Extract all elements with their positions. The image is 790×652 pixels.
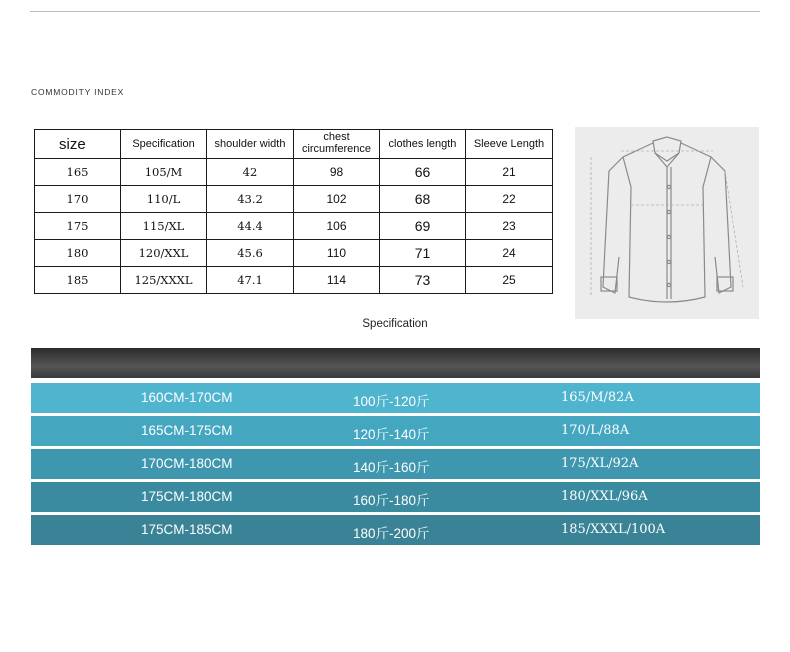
cell-specification: 110/L (121, 186, 207, 213)
cell-sleeve-length: 21 (466, 159, 553, 186)
table-row (35, 186, 553, 213)
cell-shoulder-width: 45.6 (207, 240, 294, 267)
spec-weight: 160斤-180斤 (353, 493, 430, 508)
cell-chest: 98 (294, 159, 380, 186)
spec-size: 185/XXXL/100A (561, 522, 666, 537)
spec-row (31, 416, 760, 446)
cell-sleeve-length: 24 (466, 240, 553, 267)
header-sleeve-length: Sleeve Length (466, 130, 553, 159)
spec-height: 175CM-180CM (141, 489, 233, 504)
cell-size: 165 (35, 159, 121, 186)
shirt-outline-icon (575, 127, 759, 319)
spec-size: 175/XL/92A (561, 456, 639, 471)
spec-row (31, 449, 760, 479)
section-label: COMMODITY INDEX (31, 87, 125, 97)
spec-height: 175CM-185CM (141, 522, 233, 537)
cell-sleeve-length: 23 (466, 213, 553, 240)
table-row (35, 159, 553, 186)
size-table (34, 129, 553, 294)
spec-weight: 100斤-120斤 (353, 394, 430, 409)
cell-shoulder-width: 43.2 (207, 186, 294, 213)
cell-shoulder-width: 42 (207, 159, 294, 186)
cell-size: 180 (35, 240, 121, 267)
cell-chest: 110 (294, 240, 380, 267)
spec-row (31, 482, 760, 512)
cell-specification: 120/XXL (121, 240, 207, 267)
spec-header-bar (31, 348, 760, 378)
spec-size: 180/XXL/96A (561, 489, 648, 504)
cell-specification: 105/M (121, 159, 207, 186)
spec-size: 170/L/88A (561, 423, 630, 438)
table-row (35, 240, 553, 267)
cell-specification: 125/XXXL (121, 267, 207, 294)
cell-size: 170 (35, 186, 121, 213)
cell-shoulder-width: 44.4 (207, 213, 294, 240)
top-divider (30, 11, 760, 12)
cell-chest: 106 (294, 213, 380, 240)
cell-clothes-length: 71 (380, 240, 466, 267)
cell-sleeve-length: 25 (466, 267, 553, 294)
table-row (35, 213, 553, 240)
spec-height: 165CM-175CM (141, 423, 233, 438)
spec-row (31, 515, 760, 545)
spec-caption: Specification (362, 318, 428, 330)
spec-height: 160CM-170CM (141, 390, 233, 405)
cell-size: 185 (35, 267, 121, 294)
header-size: size (35, 130, 121, 159)
header-shoulder-width: shoulder width (207, 130, 294, 159)
spec-height: 170CM-180CM (141, 456, 233, 471)
cell-clothes-length: 66 (380, 159, 466, 186)
size-table-header (35, 130, 553, 159)
spec-weight: 120斤-140斤 (353, 427, 430, 442)
cell-specification: 115/XL (121, 213, 207, 240)
cell-chest: 114 (294, 267, 380, 294)
table-row (35, 267, 553, 294)
header-specification: Specification (121, 130, 207, 159)
header-clothes-length: clothes length (380, 130, 466, 159)
spec-weight: 180斤-200斤 (353, 526, 430, 541)
cell-clothes-length: 73 (380, 267, 466, 294)
cell-clothes-length: 68 (380, 186, 466, 213)
cell-clothes-length: 69 (380, 213, 466, 240)
spec-weight: 140斤-160斤 (353, 460, 430, 475)
cell-chest: 102 (294, 186, 380, 213)
cell-sleeve-length: 22 (466, 186, 553, 213)
shirt-measurement-diagram (575, 127, 759, 319)
spec-row (31, 383, 760, 413)
header-chest-circumference: chest circumference (294, 130, 380, 159)
cell-size: 175 (35, 213, 121, 240)
cell-shoulder-width: 47.1 (207, 267, 294, 294)
spec-size: 165/M/82A (561, 390, 634, 405)
